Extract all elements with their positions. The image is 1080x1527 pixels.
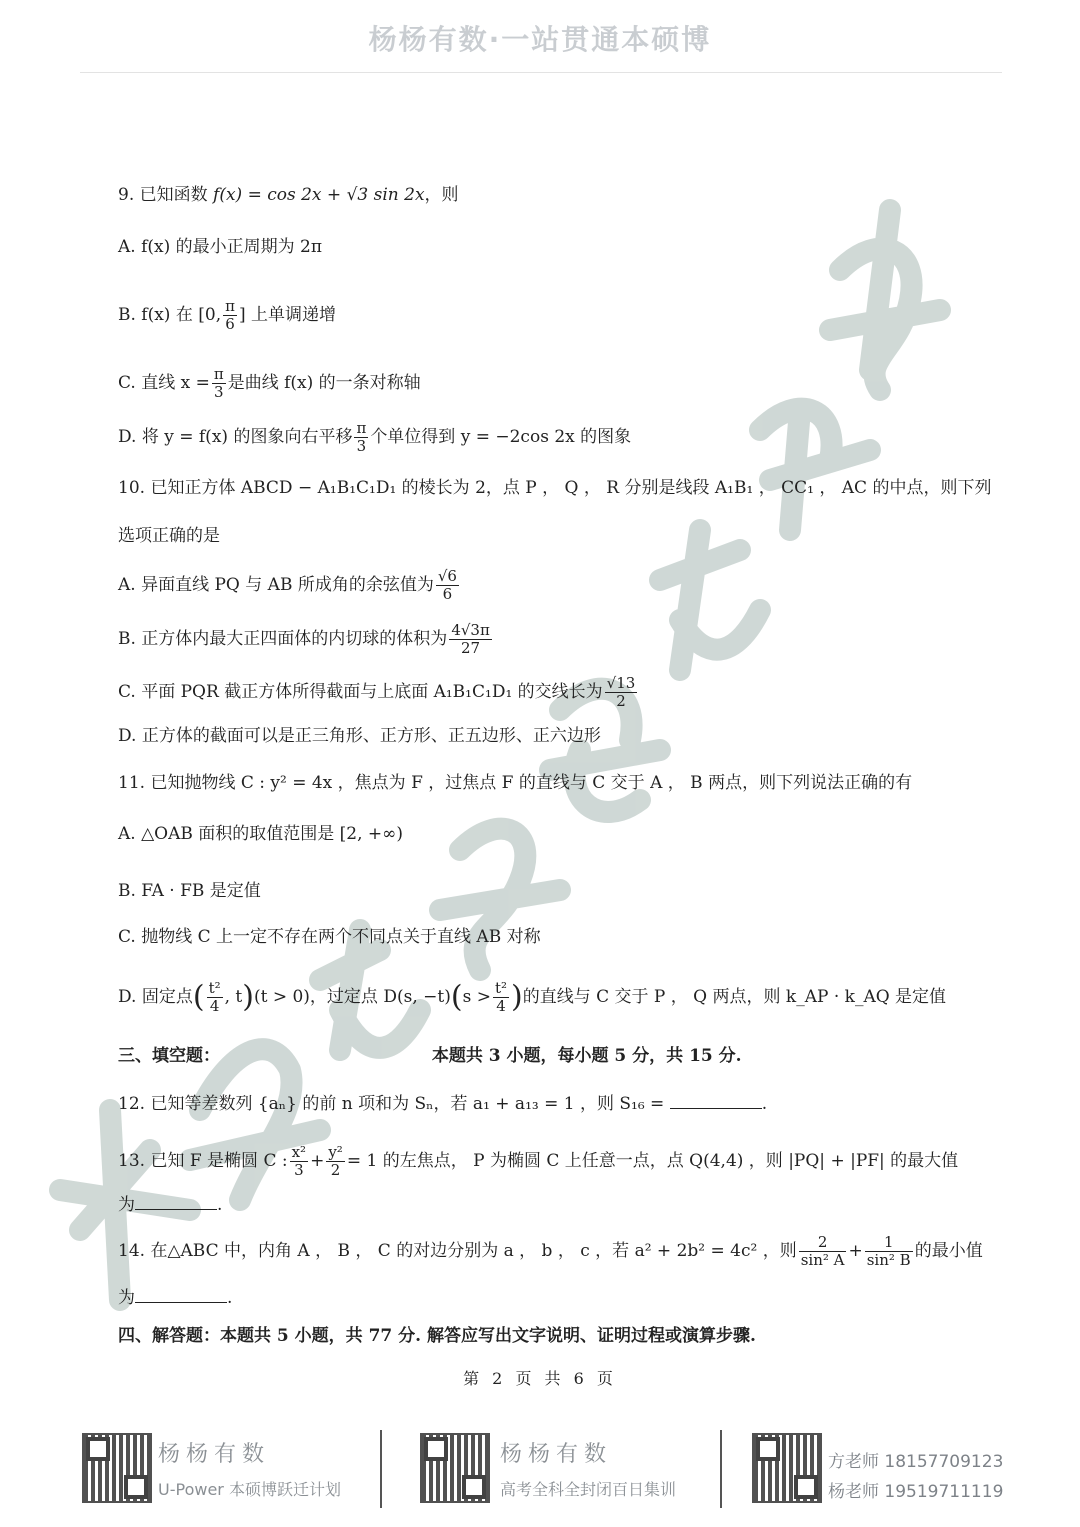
qr-code-icon — [752, 1433, 822, 1503]
q9-b-num: π — [225, 297, 235, 315]
q11-d-pre: D. 固定点 — [118, 987, 193, 1007]
contact-yang: 杨老师 19519711119 — [828, 1482, 1004, 1502]
q13 — [118, 1144, 958, 1179]
q10-c-den: 2 — [616, 692, 626, 710]
q9-option-b — [118, 298, 336, 333]
q14-den1: sin² A — [800, 1251, 845, 1269]
q9-stem-math: f(x) = cos 2x + √3 sin 2x — [213, 185, 425, 205]
q11-d-num2: t² — [494, 979, 507, 997]
q14-num1: 2 — [799, 1234, 847, 1252]
q10-a-num: √6 — [437, 567, 457, 585]
q10-stem-line1: 10. 已知正方体 ABCD − A₁B₁C₁D₁ 的棱长为 2，点 P ， Q ， R 分别是线段 A₁B₁ ， CC₁ ， AC 的中点，则下列 — [118, 478, 992, 498]
q10-stem-line2: 选项正确的是 — [118, 526, 220, 546]
q9-d-den: 3 — [356, 437, 367, 455]
q9-c-fraction — [212, 366, 226, 401]
q14-plus: + — [848, 1241, 863, 1261]
q10-option-a — [118, 568, 461, 603]
q11-option-c: C. 抛物线 C 上一定不存在两个不同点关于直线 AB 对称 — [118, 927, 541, 947]
q9-b-post: 上单调递增 — [251, 305, 337, 325]
q13-post: = 1 的左焦点， P 为椭圆 C 上任意一点，点 Q(4,4) ，则 |PQ| + |PF| 的最大值 — [346, 1151, 959, 1171]
q10-option-b — [118, 622, 494, 657]
q13-line2-post: . — [217, 1195, 223, 1215]
q11-d-mid2: (t > 0)，过定点 D(s, −t) — [253, 987, 451, 1007]
q9-d-pre: D. 将 y = f(x) 的图象向右平移 — [118, 427, 353, 447]
q9-stem-suffix: ，则 — [424, 185, 459, 205]
q11-d-den1: 4 — [209, 997, 220, 1015]
q14-post: 的最小值 — [914, 1241, 983, 1261]
q14 — [118, 1234, 983, 1269]
q13-fraction-2 — [326, 1144, 345, 1179]
section-3-heading — [118, 1043, 742, 1069]
q13-fraction-1 — [290, 1144, 308, 1179]
footer — [0, 1425, 1080, 1515]
q9-c-post: 是曲线 f(x) 的一条对称轴 — [227, 373, 421, 393]
q9-b-fraction — [223, 298, 237, 333]
q13-answer-blank[interactable] — [135, 1191, 217, 1210]
footer-left-brand: 杨杨有数 — [158, 1442, 271, 1467]
q10-c-pre: C. 平面 PQR 截正方体所得截面与上底面 A₁B₁C₁D₁ 的交线长为 — [118, 682, 603, 702]
q9-c-den: 3 — [214, 383, 224, 401]
q13-line2-pre: 为 — [118, 1195, 135, 1215]
q9-b-interval-left: [0, — [198, 305, 222, 325]
q10-option-d: D. 正方体的截面可以是正三角形、正方形、正五边形、正六边形 — [118, 726, 601, 746]
q14-pre: 14. 在△ABC 中，内角 A ， B ， C 的对边分别为 a ， b ， c ，若 a² + 2b² = 4c² ，则 — [118, 1241, 797, 1261]
q13-plus: + — [310, 1151, 325, 1171]
q10-a-pre: A. 异面直线 PQ 与 AB 所成角的余弦值为 — [118, 575, 434, 595]
q9-d-post: 个单位得到 y = −2cos 2x 的图象 — [370, 427, 632, 447]
footer-left-subtitle: U-Power 本硕博跃迁计划 — [158, 1480, 341, 1499]
q11-d-fraction-2 — [493, 980, 509, 1015]
q9-d-fraction — [354, 420, 368, 455]
q10-b-den: 27 — [461, 639, 481, 657]
q11-d-mid3: s > — [462, 987, 491, 1007]
q10-b-num: 4√3π — [451, 621, 490, 639]
q11-option-d: D. 固定点( $\frac{\text{t²}}{4}$ , t)(t > 0)，过定点 D(s, −t)(s > $\frac{\text{t²}}{4}$ )的直线与 C 交于 P ， Q 两点，则 k_AP · k_AQ 是定值 — [118, 979, 947, 1015]
qr-code-icon — [420, 1433, 490, 1503]
q11-d-den2: 4 — [496, 997, 506, 1015]
q9-option-c — [118, 366, 421, 401]
q9-b-pre: B. f(x) 在 — [118, 305, 193, 325]
q14-num2: 1 — [865, 1234, 913, 1252]
q11-d-num1: t² — [208, 979, 221, 997]
q13-pre: 13. 已知 F 是椭圆 C : — [118, 1151, 288, 1171]
q11-option-b: B. FA · FB 是定值 — [118, 881, 261, 901]
footer-mid-brand: 杨杨有数 — [500, 1442, 613, 1467]
q9-option-d — [118, 420, 631, 455]
q12-text: 12. 已知等差数列 {aₙ} 的前 n 项和为 Sₙ，若 a₁ + a₁₃ = 1 ，则 S₁₆ = — [118, 1094, 665, 1114]
q14-answer-blank[interactable] — [135, 1284, 227, 1303]
section-3-description: 本题共 3 小题，每小题 5 分，共 15 分. — [431, 1046, 742, 1066]
q11-option-a: A. △OAB 面积的取值范围是 [2, +∞) — [118, 824, 403, 844]
q11-d-mid1: , t — [224, 987, 243, 1007]
q12 — [118, 1090, 767, 1117]
contact-fang: 方老师 18157709123 — [828, 1452, 1004, 1472]
q10-a-den: 6 — [442, 585, 453, 603]
q10-c-num: √13 — [606, 674, 636, 692]
footer-divider-2 — [720, 1430, 722, 1508]
q13-line2 — [118, 1191, 222, 1218]
page-number: 第 2 页 共 6 页 — [463, 1369, 617, 1388]
qr-code-icon — [82, 1433, 152, 1503]
q9-d-num: π — [356, 419, 367, 437]
q10-c-fraction — [605, 675, 638, 710]
q14-den2: sin² B — [866, 1251, 911, 1269]
section-4-heading: 四、解答题：本题共 5 小题，共 77 分. 解答应写出文字说明、证明过程或演算步骤. — [118, 1326, 756, 1346]
section-3-label: 三、填空题： — [118, 1046, 220, 1066]
q13-num2: y² — [328, 1143, 343, 1161]
footer-divider-1 — [380, 1430, 382, 1508]
q9-c-num: π — [213, 365, 224, 383]
q9-b-den: 6 — [225, 315, 235, 333]
q9-stem-prefix: 9. 已知函数 — [118, 185, 208, 205]
q11-d-fraction-1 — [207, 980, 223, 1015]
q14-line2 — [118, 1284, 232, 1311]
q12-answer-blank[interactable] — [670, 1090, 762, 1109]
page-header-title: 杨杨有数·一站贯通本硕博 — [368, 23, 712, 56]
q10-a-fraction — [436, 568, 459, 603]
q9-c-pre: C. 直线 x = — [118, 373, 210, 393]
q13-num1: x² — [291, 1143, 307, 1161]
q14-line2-pre: 为 — [118, 1288, 135, 1308]
q9-stem — [118, 182, 459, 208]
q13-den1: 3 — [294, 1161, 304, 1179]
q9-b-interval-right: ] — [238, 305, 246, 325]
q14-line2-post: . — [227, 1288, 233, 1308]
footer-mid-subtitle: 高考全科全封闭百日集训 — [500, 1480, 677, 1499]
q14-fraction-2 — [865, 1234, 913, 1269]
q9-option-a: A. f(x) 的最小正周期为 2π — [118, 237, 323, 257]
q13-den2: 2 — [330, 1161, 341, 1179]
header-divider — [80, 72, 1002, 73]
q14-fraction-1 — [799, 1234, 847, 1269]
q11-stem: 11. 已知抛物线 C : y² = 4x ，焦点为 F ，过焦点 F 的直线与 C 交于 A ， B 两点，则下列说法正确的有 — [118, 773, 913, 793]
q10-b-pre: B. 正方体内最大正四面体的内切球的体积为 — [118, 629, 448, 649]
q10-option-c — [118, 675, 639, 710]
q12-post: . — [761, 1094, 768, 1114]
q10-b-fraction — [449, 622, 492, 657]
q11-d-post: 的直线与 C 交于 P ， Q 两点，则 k_AP · k_AQ 是定值 — [522, 987, 947, 1007]
